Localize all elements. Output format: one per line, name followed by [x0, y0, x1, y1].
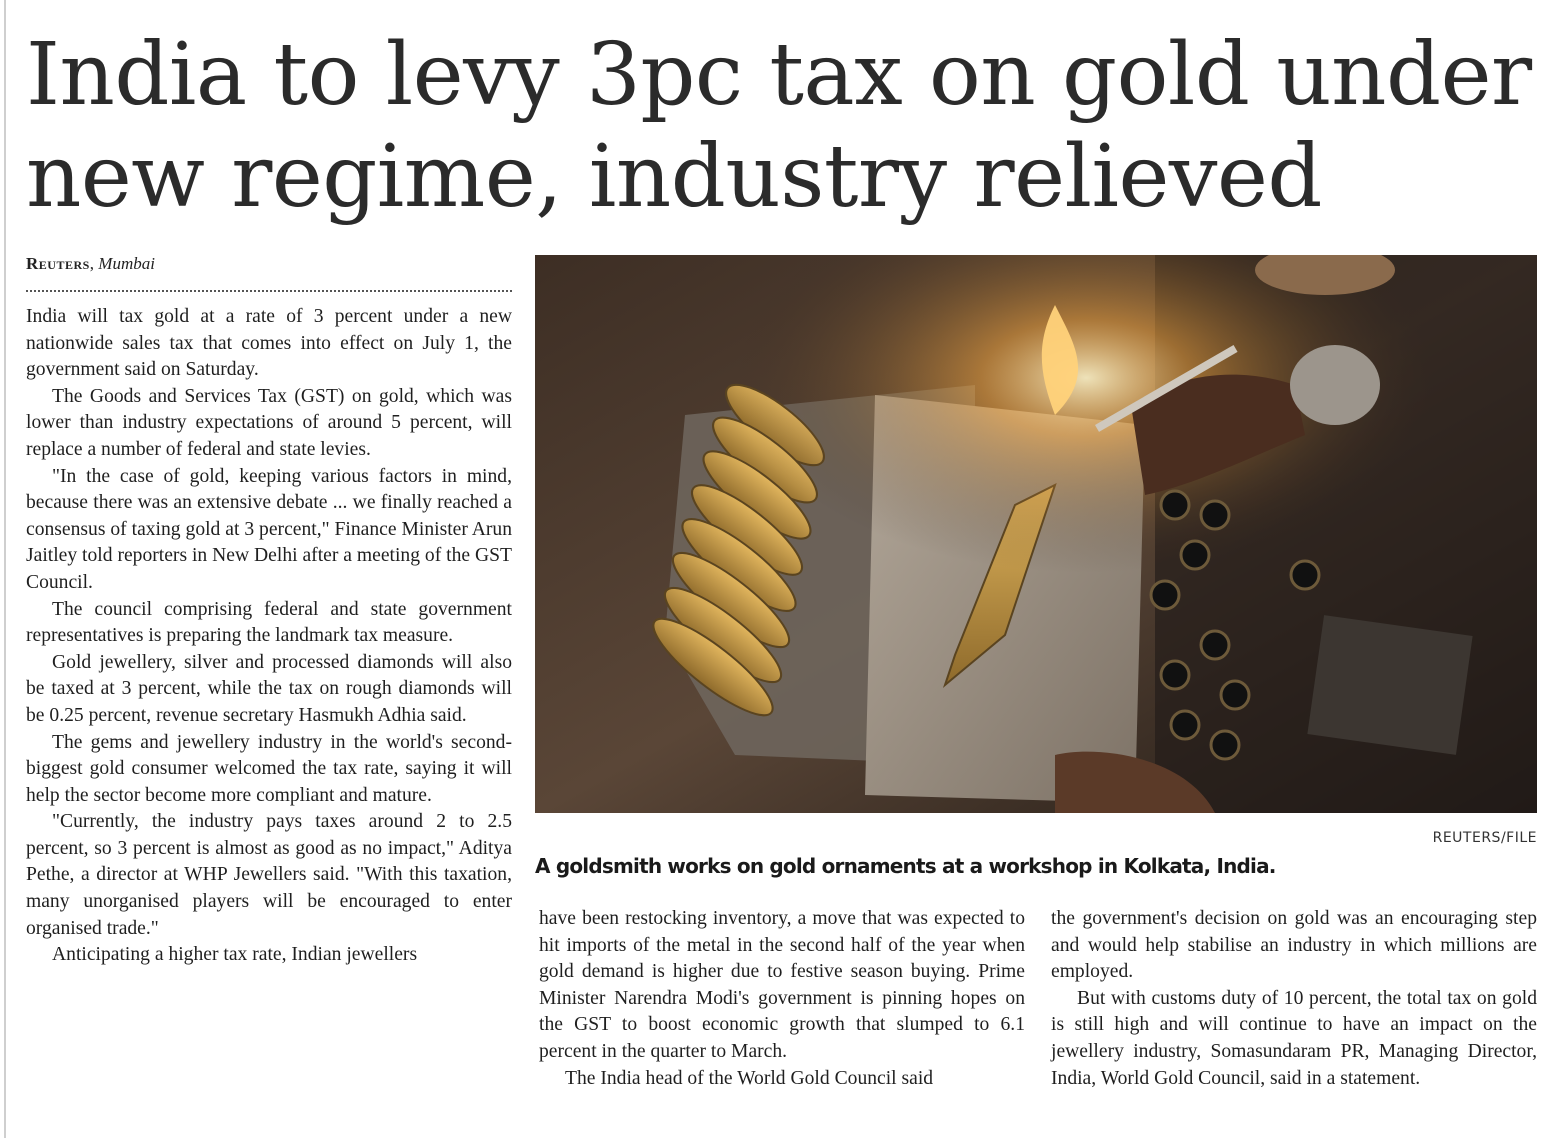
- byline-separator: ,: [89, 254, 99, 273]
- paragraph: The council comprising federal and state government representatives is preparing the landmark tax measure.: [26, 598, 512, 647]
- photo-caption: A goldsmith works on gold ornaments at a workshop in Kolkata, India.: [535, 854, 1276, 878]
- news-photo: [535, 255, 1537, 813]
- headline-line-1: India to levy 3pc tax on gold under: [26, 25, 1532, 125]
- byline: [26, 254, 155, 274]
- byline-divider: [26, 290, 512, 292]
- paragraph: the government's decision on gold was an encouraging step and would help stabilise an industry in which millions are employed.: [1051, 908, 1537, 983]
- paragraph: have been restocking inventory, a move that was expected to hit imports of the metal in the second half of the year when gold demand is higher due to festive season buying. Prime Minister Narendra Modi's government is pinning hopes on the GST to boost economic growth that slumped to 6.1 percent in the quarter to March.: [539, 908, 1025, 1062]
- byline-location: Mumbai: [98, 254, 155, 273]
- page-left-rule: [4, 0, 6, 1138]
- article-column-3: [1051, 906, 1537, 1092]
- paragraph: India will tax gold at a rate of 3 percent under a new nationwide sales tax that comes into effect on July 1, the government said on Saturday.: [26, 306, 512, 381]
- paragraph: Gold jewellery, silver and processed diamonds will also be taxed at 3 percent, while the tax on rough diamonds will be 0.25 percent, revenue secretary Hasmukh Adhia said.: [26, 651, 512, 726]
- paragraph: "Currently, the industry pays taxes around 2 to 2.5 percent, so 3 percent is almost as good as no impact," Aditya Pethe, a director at WHP Jewellers said. "With this taxation, many unorganised players will be encouraged to enter organised trade.": [26, 811, 512, 939]
- article-column-2: [539, 906, 1025, 1092]
- paragraph: Anticipating a higher tax rate, Indian jewellers: [52, 944, 418, 966]
- photo-credit: REUTERS/FILE: [1432, 830, 1537, 846]
- paragraph: "In the case of gold, keeping various factors in mind, because there was an extensive debate ... we finally reached a consensus of taxing gold at 3 percent," Finance Minister Arun Jaitley told reporters in New Delhi after a meeting of the GST Council.: [26, 465, 512, 593]
- paragraph: But with customs duty of 10 percent, the total tax on gold is still high and will continue to have an impact on the jewellery industry, Somasundaram PR, Managing Director, India, World Gold Council, said in a statement.: [1051, 987, 1537, 1089]
- paragraph: The India head of the World Gold Council said: [565, 1067, 934, 1089]
- headline: [26, 24, 1541, 228]
- article-column-1: [26, 304, 512, 969]
- byline-agency: Reuters: [26, 254, 90, 273]
- paragraph: The gems and jewellery industry in the world's second-biggest gold consumer welcomed the tax rate, saying it will help the sector become more compliant and mature.: [26, 731, 512, 806]
- goldsmith-photo-illustration: [535, 255, 1537, 813]
- paragraph: The Goods and Services Tax (GST) on gold, which was lower than industry expectations of around 5 percent, will replace a number of federal and state levies.: [26, 385, 512, 460]
- headline-line-2: new regime, industry relieved: [26, 127, 1322, 227]
